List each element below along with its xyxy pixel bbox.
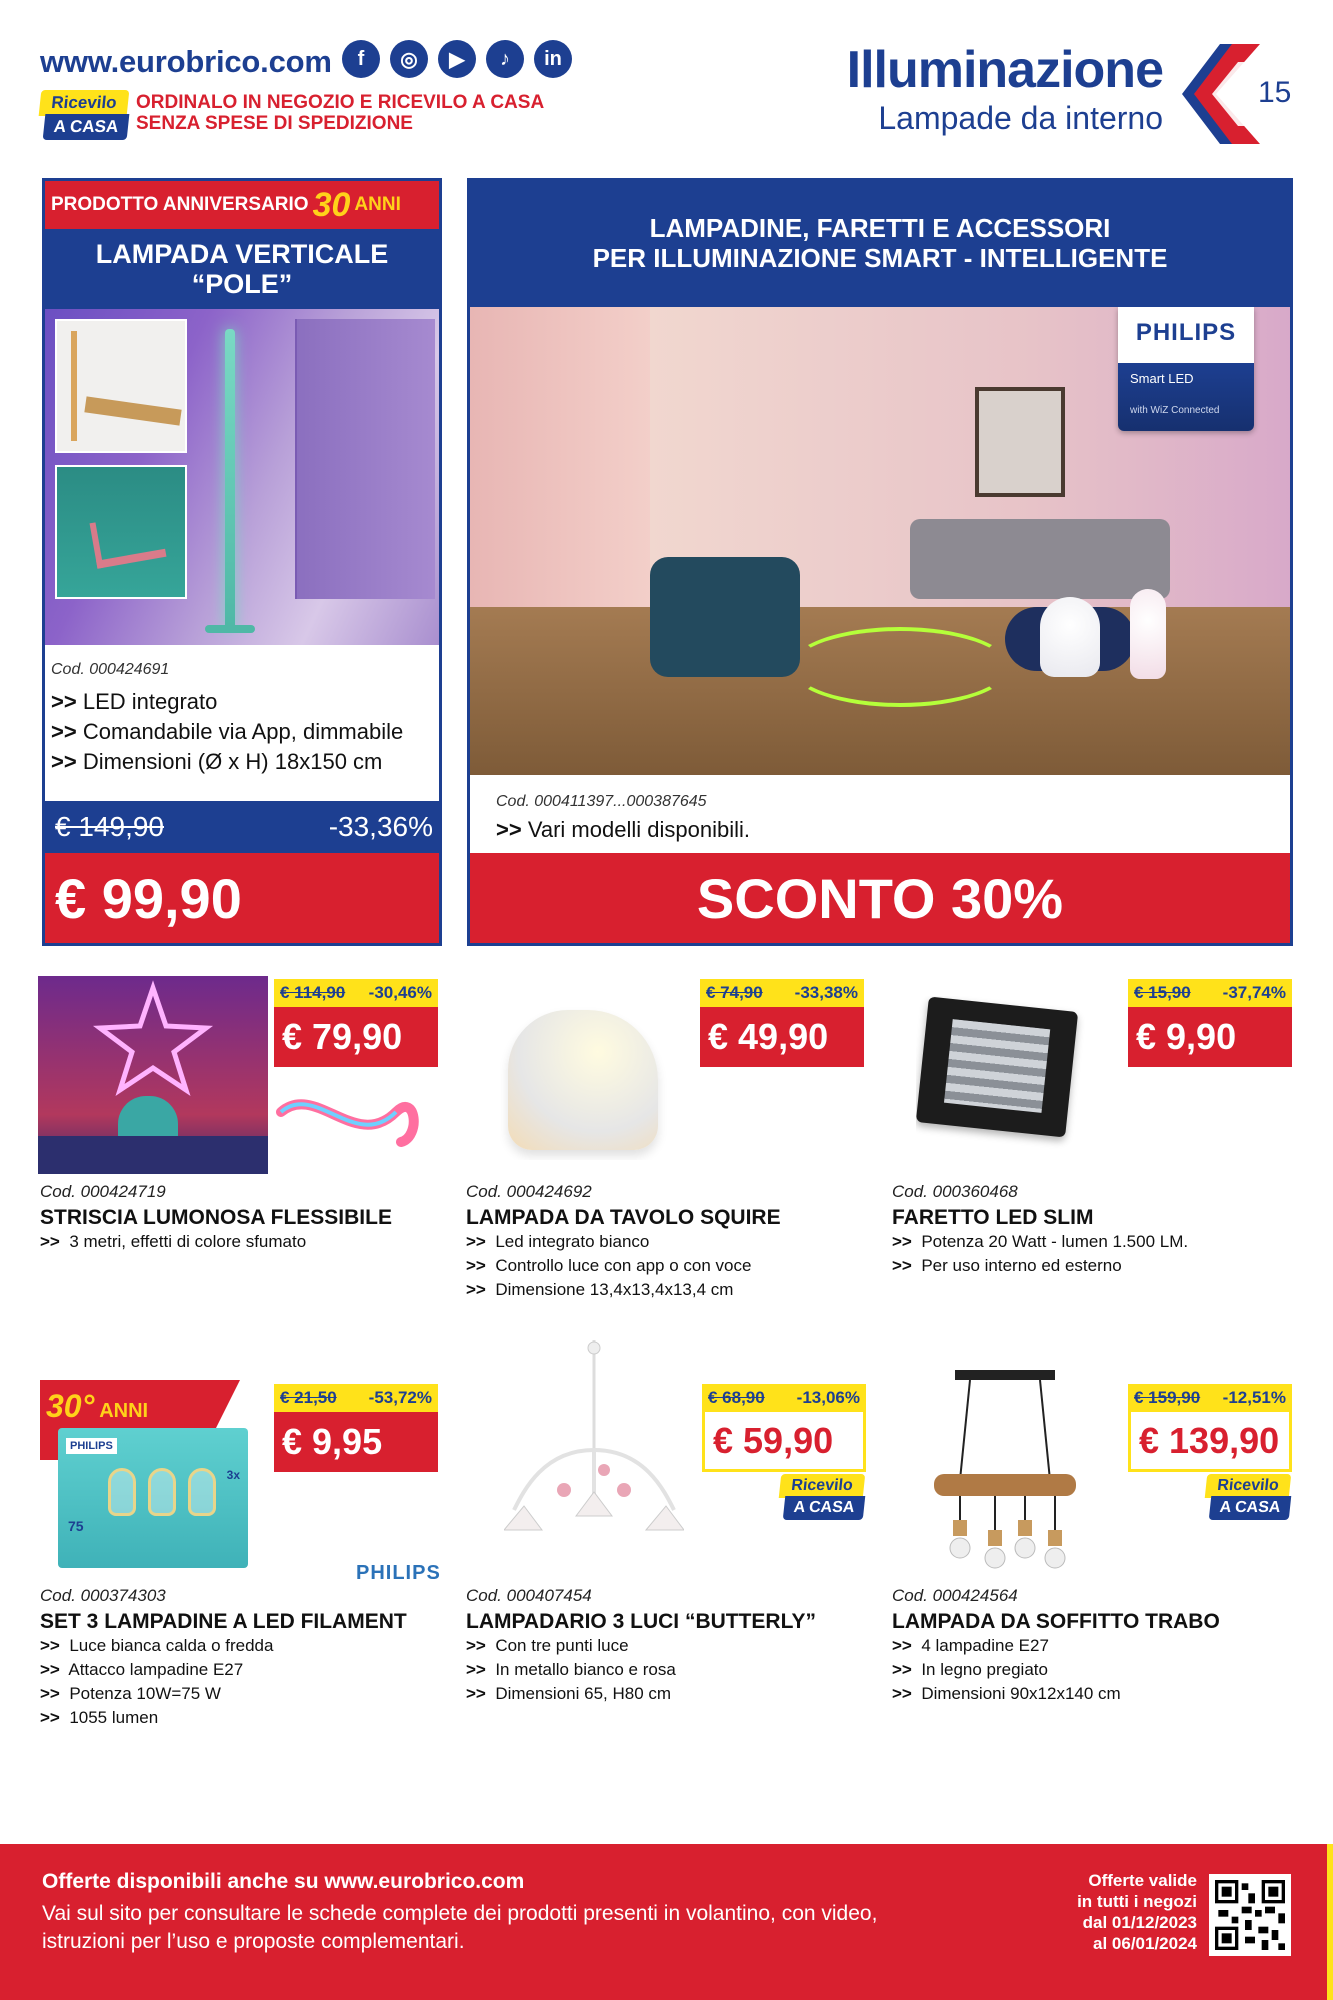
footer — [0, 1844, 1333, 2000]
bullet-arrow: >> — [892, 1684, 912, 1703]
section-subtitle: Lampade da interno — [878, 100, 1163, 136]
bullet-arrow: >> — [466, 1280, 486, 1299]
ricevilo-label: Ricevilo — [39, 90, 130, 116]
home-delivery-line1: ORDINALO IN NEGOZIO E RICEVILO A CASA — [136, 92, 545, 113]
ricevilo-label: Ricevilo — [779, 1474, 866, 1498]
anniversary-label: PRODOTTO ANNIVERSARIO — [51, 194, 309, 215]
feature-item — [466, 1232, 649, 1252]
smart-title-line2: PER ILLUMINAZIONE SMART - INTELLIGENTE — [592, 243, 1168, 273]
pole-title-line2: “POLE” — [191, 269, 293, 299]
anniversary-anni: ANNI — [354, 194, 401, 215]
home-delivery-line2: SENZA SPESE DI SPEDIZIONE — [136, 113, 413, 134]
feature-text: Comandabile via App, dimmabile — [82, 719, 404, 744]
bullet-arrow: >> — [466, 1660, 486, 1679]
anniversary-banner — [45, 181, 439, 229]
product-code: Cod. 000407454 — [466, 1586, 592, 1605]
feature-item — [40, 1684, 221, 1704]
bullet-arrow: >> — [466, 1256, 486, 1275]
smart-title-line1: LAMPADINE, FARETTI E ACCESSORI — [649, 213, 1111, 243]
validity-line: al 06/01/2024 — [1093, 1934, 1197, 1953]
cabinet-shape — [295, 319, 435, 599]
old-price: € 15,90 — [1134, 983, 1191, 1002]
feature-item — [466, 1660, 676, 1680]
pole-title — [45, 229, 439, 309]
feature-text: In legno pregiato — [921, 1660, 1048, 1679]
pack-count: 3x — [226, 1468, 240, 1482]
feature-item — [466, 1256, 751, 1276]
old-price: € 68,90 — [708, 1388, 765, 1407]
feature-item — [40, 1708, 158, 1728]
bullet-arrow: >> — [40, 1660, 60, 1679]
new-price: € 99,90 — [45, 853, 439, 943]
old-price-row — [1128, 1384, 1292, 1412]
page-number: 15 — [1258, 76, 1292, 109]
bullet-arrow: >> — [40, 1684, 60, 1703]
discount-percent: -30,46% — [368, 983, 432, 1002]
pack-brand: PHILIPS — [66, 1438, 117, 1454]
price-tag — [702, 1384, 866, 1472]
new-price: € 9,90 — [1128, 1007, 1292, 1067]
led-strip-photo — [38, 976, 268, 1174]
feature-item — [51, 719, 403, 745]
feature-item — [51, 689, 217, 715]
feature-text: Vari modelli disponibili. — [527, 817, 750, 842]
discount-percent: -13,06% — [796, 1388, 860, 1407]
old-price-row — [1128, 979, 1292, 1007]
discount-percent: -33,36% — [328, 811, 433, 842]
price-tag — [274, 979, 438, 1067]
new-price: € 59,90 — [702, 1412, 866, 1472]
bulb-pack-photo — [58, 1428, 248, 1568]
pole-title-line1: LAMPADA VERTICALE — [95, 239, 389, 269]
footer-text: Vai sul sito per consultare le schede complete dei prodotti presenti in volantino, con video, istruzioni per l’uso e proposte complementari. — [42, 1902, 878, 1953]
old-price: € 149,90 — [55, 811, 164, 842]
old-price: € 21,50 — [280, 1388, 337, 1407]
feature-text: 3 metri, effetti di colore sfumato — [69, 1232, 307, 1251]
price-tag — [274, 1384, 438, 1472]
feature-text: Potenza 10W=75 W — [69, 1684, 221, 1703]
feature-text: In metallo bianco e rosa — [495, 1660, 676, 1679]
product-name: LAMPADA DA SOFFITTO TRABO — [892, 1610, 1220, 1633]
armchair-shape — [650, 557, 800, 677]
youtube-icon[interactable]: ▶ — [438, 40, 476, 78]
feature-item — [496, 817, 750, 843]
validity-line: dal 01/12/2023 — [1082, 1913, 1197, 1932]
feature-text: Potenza 20 Watt - lumen 1.500 LM. — [921, 1232, 1189, 1251]
product-code: Cod. 000360468 — [892, 1182, 1018, 1201]
product-code: Cod. 000424719 — [40, 1182, 166, 1201]
feature-text: Dimensioni (Ø x H) 18x150 cm — [82, 749, 383, 774]
validity-line: in tutti i negozi — [1077, 1892, 1197, 1911]
bullet-arrow: >> — [51, 749, 77, 774]
ceiling-lamp-photo — [930, 1370, 1080, 1570]
old-price-bar — [45, 801, 439, 853]
price-tag — [700, 979, 864, 1067]
validity-period — [1077, 1870, 1197, 1954]
new-price: € 49,90 — [700, 1007, 864, 1067]
sofa-shape — [910, 519, 1170, 599]
a-casa-label: A CASA — [783, 1496, 866, 1520]
feature-text: Luce bianca calda o fredda — [69, 1636, 274, 1655]
wiz-connected-label: with WiZ Connected — [1130, 405, 1220, 416]
feature-text: Attacco lampadine E27 — [68, 1660, 244, 1679]
old-price: € 159,90 — [1134, 1388, 1201, 1407]
bullet-arrow: >> — [40, 1636, 60, 1655]
tiktok-icon[interactable]: ♪ — [486, 40, 524, 78]
old-price-row — [700, 979, 864, 1007]
product-packaging-thumbnail — [55, 319, 187, 453]
product-name: STRISCIA LUMONOSA FLESSIBILE — [40, 1206, 392, 1229]
feature-text: Per uso interno ed esterno — [921, 1256, 1122, 1275]
chevron-logo-icon — [1180, 44, 1260, 144]
footer-accent-edge — [1327, 1844, 1333, 2000]
smart-living-room-photo — [470, 307, 1290, 775]
product-code: Cod. 000424692 — [466, 1182, 592, 1201]
anniversary-number: 30 — [312, 185, 351, 224]
pole-lamp-offer — [42, 178, 442, 946]
led-floodlight-photo — [916, 996, 1092, 1162]
linkedin-icon[interactable]: in — [534, 40, 572, 78]
discount-banner: SCONTO 30% — [470, 853, 1290, 943]
product-name: FARETTO LED SLIM — [892, 1206, 1094, 1229]
bullet-arrow: >> — [892, 1636, 912, 1655]
feature-item — [40, 1636, 273, 1656]
product-name: LAMPADA DA TAVOLO SQUIRE — [466, 1206, 781, 1229]
section-title: Illuminazione — [846, 41, 1163, 99]
ricevilo-a-casa-badge — [1206, 1474, 1294, 1526]
a-casa-label: A CASA — [1209, 1496, 1292, 1520]
pole-lamp-base — [205, 625, 255, 633]
instagram-icon[interactable]: ◎ — [390, 40, 428, 78]
ricevilo-label: Ricevilo — [1205, 1474, 1292, 1498]
product-code: Cod. 000424691 — [51, 661, 170, 678]
feature-text: 4 lampadine E27 — [921, 1636, 1049, 1655]
product-code: Cod. 000374303 — [40, 1586, 166, 1605]
qr-code-icon[interactable] — [1209, 1874, 1291, 1956]
pole-lamp-photo — [45, 309, 439, 645]
bullet-arrow: >> — [496, 817, 522, 842]
product-name: LAMPADARIO 3 LUCI “BUTTERLY” — [466, 1610, 817, 1633]
smart-candle-bulb-shape — [1130, 589, 1166, 679]
ricevilo-a-casa-badge — [780, 1474, 868, 1526]
old-price: € 74,90 — [706, 983, 763, 1002]
led-strip-coil-icon — [276, 1082, 426, 1162]
feature-text: Led integrato bianco — [495, 1232, 650, 1251]
bullet-arrow: >> — [466, 1232, 486, 1251]
feature-text: Dimensioni 90x12x140 cm — [921, 1684, 1121, 1703]
discount-percent: -12,51% — [1222, 1388, 1286, 1407]
old-price-row — [274, 979, 438, 1007]
wall-art — [975, 387, 1065, 497]
smart-bulb-shape — [1040, 597, 1100, 677]
product-code: Cod. 000411397...000387645 — [496, 793, 707, 810]
bullet-arrow: >> — [51, 719, 77, 744]
product-name: SET 3 LAMPADINE A LED FILAMENT — [40, 1610, 407, 1633]
home-delivery-note — [136, 92, 544, 134]
feature-item — [892, 1660, 1048, 1680]
feature-text: Controllo luce con app o con voce — [495, 1256, 752, 1275]
led-strip-shape — [790, 627, 1010, 707]
bullet-arrow: >> — [40, 1232, 60, 1251]
ricevilo-a-casa-badge — [40, 90, 128, 150]
pack-watt: 75 — [68, 1518, 84, 1534]
product-code: Cod. 000424564 — [892, 1586, 1018, 1605]
old-price-row — [274, 1384, 438, 1412]
philips-logo: PHILIPS — [356, 1562, 441, 1584]
bullet-arrow: >> — [466, 1684, 486, 1703]
feature-item — [892, 1636, 1049, 1656]
feature-text: Dimensioni 65, H80 cm — [495, 1684, 672, 1703]
bullet-arrow: >> — [892, 1256, 912, 1275]
table-lamp-photo — [500, 1000, 670, 1160]
old-price: € 114,90 — [280, 983, 346, 1002]
feature-item — [51, 749, 382, 775]
feature-item — [466, 1280, 733, 1300]
bullet-arrow: >> — [466, 1636, 486, 1655]
feature-text: LED integrato — [82, 689, 218, 714]
feature-text: 1055 lumen — [69, 1708, 159, 1727]
feature-item — [892, 1684, 1121, 1704]
anniversary-30-label — [46, 1388, 148, 1425]
smart-lighting-offer — [467, 178, 1293, 946]
bullet-arrow: >> — [51, 689, 77, 714]
discount-percent: -53,72% — [368, 1388, 432, 1407]
anniversary-anni: ANNI — [99, 1400, 149, 1422]
philips-logo: PHILIPS — [1135, 319, 1237, 346]
feature-item — [40, 1660, 243, 1680]
smart-title — [470, 181, 1290, 307]
feature-item — [40, 1232, 306, 1252]
chandelier-photo — [504, 1340, 684, 1580]
bullet-arrow: >> — [892, 1660, 912, 1679]
feature-item — [466, 1684, 671, 1704]
bullet-arrow: >> — [892, 1232, 912, 1251]
new-price: € 9,95 — [274, 1412, 438, 1472]
discount-percent: -37,74% — [1222, 983, 1286, 1002]
feature-text: Dimensione 13,4x13,4x13,4 cm — [495, 1280, 734, 1299]
smart-led-label: Smart LED — [1130, 371, 1194, 386]
new-price: € 139,90 — [1128, 1412, 1292, 1472]
new-price: € 79,90 — [274, 1007, 438, 1067]
old-price-row — [702, 1384, 866, 1412]
facebook-icon[interactable]: f — [342, 40, 380, 78]
bullet-arrow: >> — [40, 1708, 60, 1727]
feature-item — [892, 1256, 1122, 1276]
validity-line: Offerte valide — [1088, 1871, 1197, 1890]
price-tag — [1128, 1384, 1292, 1472]
anniversary-number: 30° — [46, 1388, 95, 1424]
pole-lamp-shape — [225, 329, 235, 629]
discount-percent: -33,38% — [794, 983, 858, 1002]
philips-badge — [1118, 307, 1254, 431]
feature-item — [892, 1232, 1188, 1252]
yoga-scene-thumbnail — [55, 465, 187, 599]
feature-item — [466, 1636, 629, 1656]
feature-text: Con tre punti luce — [495, 1636, 629, 1655]
price-tag — [1128, 979, 1292, 1067]
site-url[interactable]: www.eurobrico.com — [40, 44, 332, 79]
footer-title[interactable]: Offerte disponibili anche su www.eurobrico.com — [42, 1870, 525, 1893]
a-casa-label: A CASA — [43, 114, 130, 140]
